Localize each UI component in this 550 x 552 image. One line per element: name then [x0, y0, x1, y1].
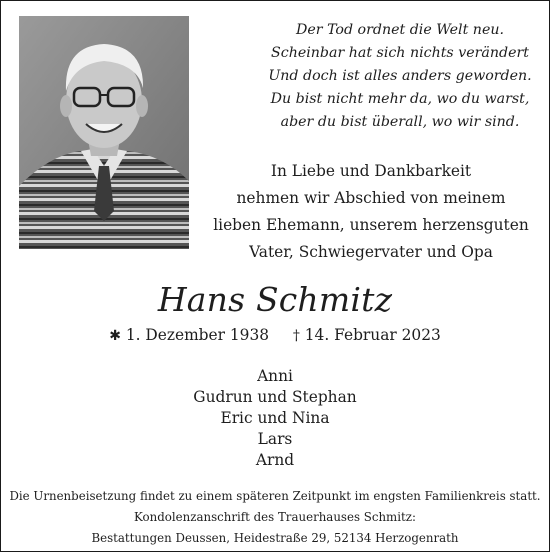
death-date: 14. Februar 2023: [304, 326, 441, 344]
poem: [257, 19, 543, 134]
farewell-text: [193, 158, 549, 266]
mourners-list: [1, 366, 549, 471]
deceased-name: Hans Schmitz: [157, 280, 393, 319]
condolence-address: [1, 507, 549, 549]
farewell-line: In Liebe und Dankbarkeit: [270, 162, 472, 180]
life-dates: [1, 325, 549, 346]
portrait-image: [19, 16, 189, 249]
birth-star-icon: ✱: [109, 328, 121, 344]
mourner-name: Anni: [257, 367, 293, 385]
mourner-name: Gudrun und Stephan: [193, 388, 357, 406]
death-cross-icon: †: [292, 328, 300, 344]
mourner-name: Eric und Nina: [220, 409, 330, 427]
poem-line: Und doch ist alles anders geworden.: [268, 68, 532, 84]
burial-note: Die Urnenbeisetzung findet zu einem späteren Zeitpunkt im engsten Familienkreis statt.: [9, 489, 541, 503]
poem-line: Der Tod ordnet die Welt neu.: [296, 22, 504, 38]
condolence-heading: Kondolenzanschrift des Trauerhauses Schmitz:: [134, 510, 416, 524]
farewell-line: nehmen wir Abschied von meinem: [236, 189, 506, 207]
mourner-name: Arnd: [255, 451, 295, 469]
portrait-photo: [19, 16, 189, 249]
poem-line: Du bist nicht mehr da, wo du warst,: [270, 91, 530, 107]
poem-line: aber du bist überall, wo wir sind.: [280, 114, 520, 130]
poem-line: Scheinbar hat sich nichts verändert: [271, 45, 529, 61]
birth-date: 1. Dezember 1938: [125, 326, 270, 344]
condolence-address-line: Bestattungen Deussen, Heidestraße 29, 52134 Herzogenrath: [91, 531, 459, 545]
farewell-line: Vater, Schwiegervater und Opa: [249, 243, 493, 261]
farewell-line: lieben Ehemann, unserem herzensguten: [213, 216, 529, 234]
mourner-name: Lars: [257, 430, 293, 448]
